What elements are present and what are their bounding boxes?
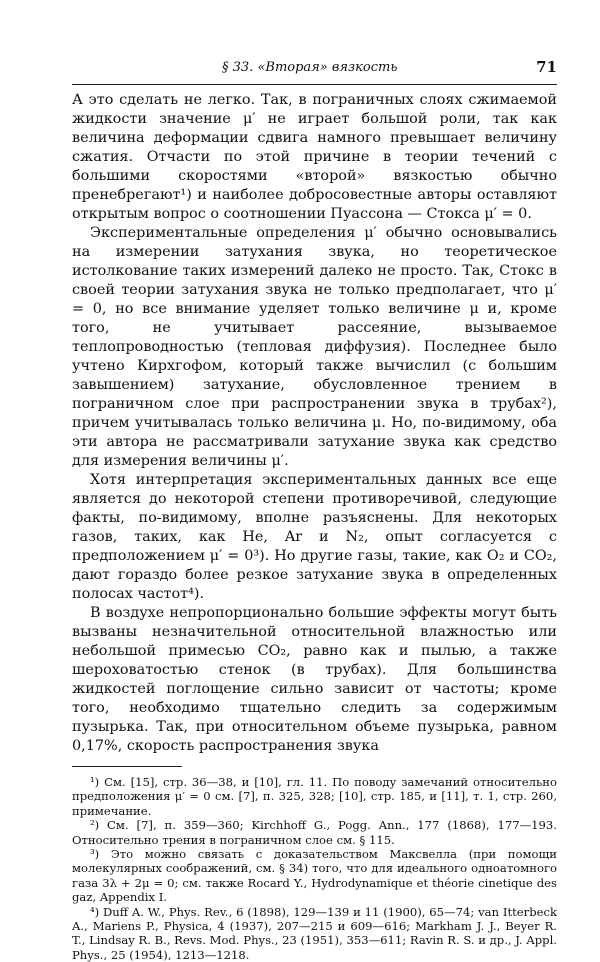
running-head: § 33. «Вторая» вязкость bbox=[222, 60, 398, 75]
footnote-1: ¹) См. [15], стр. 36—38, и [10], гл. 11. По поводу замечаний относительно предположения μ′ = 0 см. [7], п. 325, 328; [10], стр. 185, и [11], т. 1, стр. 260, примечание. bbox=[72, 775, 557, 818]
footnote-rule bbox=[72, 766, 182, 767]
paragraph-2: Экспериментальные определения μ′ обычно основывались на измерении затухания звука, но теоретическое истолкование таких измерений далеко не просто. Так, Стокс в своей теории затухания звука не только предполагает, что μ′ = 0, но все внимание уделяет только величине μ и, кроме того, не учитывает рассеяние, вызываемое теплопроводностью (тепловая диффузия). Последнее было учтено Кирхгофом, который также вычислил (с большим завышением) затухание, обусловленное трением в пограничном слое при распространении звука в трубах²), причем учитывалась только величина μ. Но, по-видимому, оба эти автора не рассматривали затухание звука как средство для измерения величины μ′. bbox=[72, 225, 557, 469]
paragraph-4: В воздухе непропорционально большие эффекты могут быть вызваны незначительной относительной влажностью или небольшой примесью CO₂, равно как и пылью, а также шероховатостью стенок (в трубах). Для большинства жидкостей поглощение сильно зависит от частоты; кроме того, необходимо тщательно следить за содержимым пузырька. Так, при относительном объеме пузырька, равном 0,17%, скорость распространения звука bbox=[72, 605, 557, 754]
page-number: 71 bbox=[536, 58, 557, 76]
footnote-3: ³) Это можно связать с доказательством Максвелла (при помощи молекулярных соображений, см. § 34) того, что для идеального одноатомного газа 3λ + 2μ = 0; см. также Rocard Y., Hydrodynamique et théorie cinetique des gaz, Appendix I. bbox=[72, 847, 557, 905]
header-rule bbox=[72, 84, 557, 85]
footnote-2: ²) См. [7], п. 359—360; Kirchhoff G., Pogg. Ann., 177 (1868), 177—193. Относительно трения в пограничном слое см. § 115. bbox=[72, 818, 557, 847]
paragraph-1: А это сделать не легко. Так, в пограничных слоях сжимаемой жидкости значение μ′ не играет большой роли, так как величина деформации сдвига намного превышает величину сжатия. Отчасти по этой причине в теории течений с большими скоростями «второй» вязкостью обычно пренебрегают¹) и наиболее добросовестные авторы оставляют открытым вопрос о соотношении Пуассона — Стокса μ′ = 0. bbox=[72, 92, 557, 222]
footnote-4: ⁴) Duff A. W., Phys. Rev., 6 (1898), 129—139 и 11 (1900), 65—74; van Itterbeck A., Mariens P., Physica, 4 (1937), 207—215 и 609—616; Markham J. J., Beyer R. T., Lindsay R. B., Revs. Mod. Phys., 23 (1951), 353—611; Ravin R. S. и др., J. Appl. Phys., 25 (1954), 1213—1218. bbox=[72, 904, 557, 962]
body-text bbox=[72, 91, 557, 756]
footnotes bbox=[72, 775, 557, 962]
page-header bbox=[72, 60, 557, 82]
page bbox=[72, 60, 557, 962]
paragraph-3: Хотя интерпретация экспериментальных данных все еще является до некоторой степени противоречивой, следующие факты, по-видимому, вполне разъяснены. Для некоторых газов, таких, как He, Ar и N₂, опыт согласуется с предположением μ′ = 0³). Но другие газы, такие, как O₂ и CO₂, дают гораздо более резкое затухание звука в определенных полосах частот⁴). bbox=[72, 472, 557, 602]
